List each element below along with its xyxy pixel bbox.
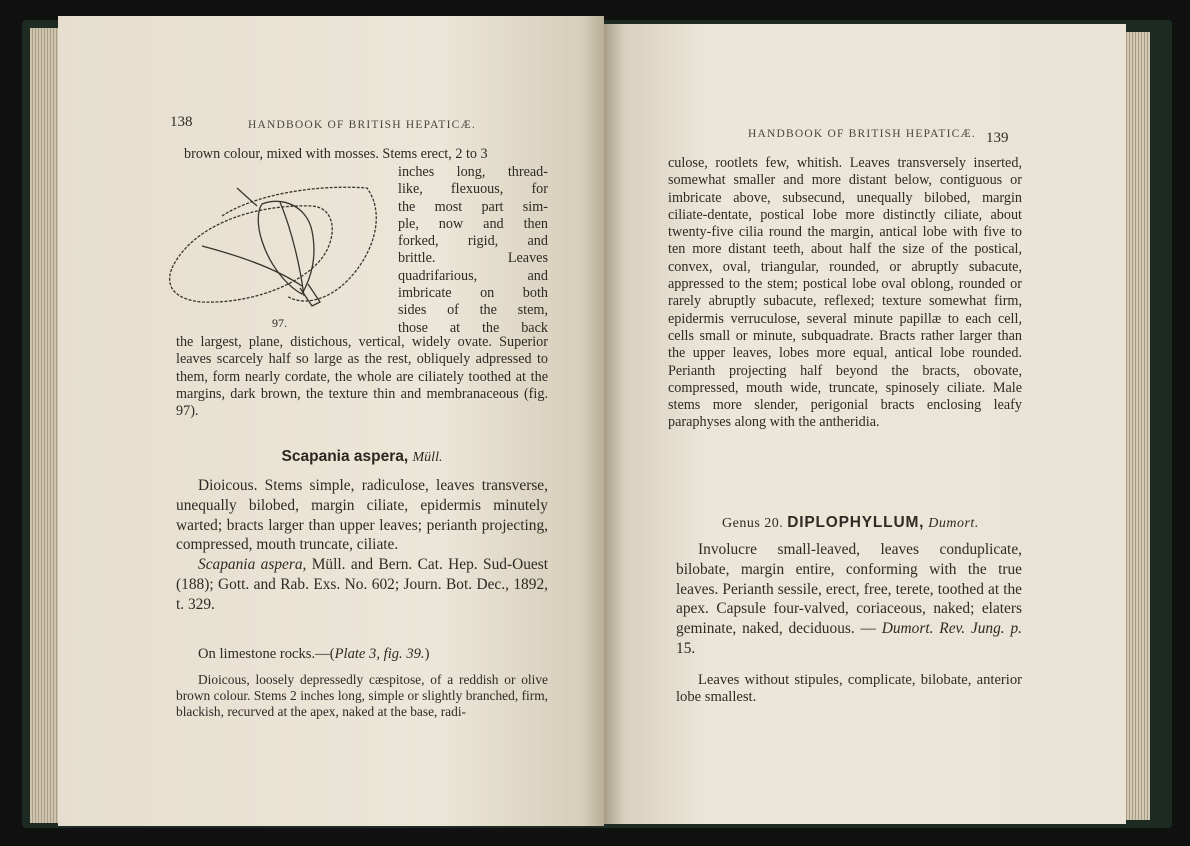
citation-text: Müll. and Bern. Cat. Hep. Sud-Ouest (188); Gott. and Rab. Exs. No. 602; Journ. Bot. Dec., 1892, t. 329.	[176, 556, 549, 613]
wrap-line: forked, rigid, and	[398, 233, 548, 250]
running-head: HANDBOOK OF BRITISH HEPATICÆ.	[748, 128, 976, 140]
habitat-line	[176, 646, 548, 663]
citation-name: Scapania aspera,	[198, 556, 307, 574]
genus-note	[676, 672, 1022, 707]
wrap-line: quadrifarious, and	[398, 267, 548, 284]
right-page	[604, 24, 1126, 824]
habitat	[176, 646, 548, 663]
wrap-line: sides of the stem,	[398, 302, 548, 319]
page-number: 138	[170, 114, 193, 130]
continuation-paragraph: culose, rootlets few, whitish. Leaves transversely inserted, somewhat smaller and more distant below, contiguous or imbricate above, subsecund, unequally bilobed, margin ciliate-dentate, postical lobe more distinctly ciliate, about twenty-five cilia round the margin, antical lobe with five to ten more distant teeth, about half the size of the postical, convex, oval, triangular, rounded, or abruptly subacute, appressed to the stem; postical lobe oval oblong, rounded or rarely abruptly subacute, reflexed; texture somewhat firm, epidermis verruculose, several minute papillæ to each cell, cells small or minute, subquadrate. Bracts rather larger than the upper leaves, lobes more equal, antical lobe rounded. Perianth projecting half beyond the bracts, obovate, compressed, mouth wide, truncate, spinosely ciliate. Male stems more slender, perigonial bracts enclosing leafy paraphyses along with the antheridia.	[668, 155, 1022, 431]
wrapped-text	[398, 164, 548, 337]
genus-ref-page: 15.	[676, 639, 696, 657]
species-heading	[176, 448, 548, 466]
wrap-line: inches long, thread-	[398, 164, 548, 180]
citation	[176, 555, 548, 614]
leaf-figure	[162, 176, 394, 324]
figure-label: 97.	[272, 316, 287, 330]
wrap-line: imbricate on both	[398, 285, 548, 302]
genus-note-text: Leaves without stipules, complicate, bilobate, anterior lobe smallest.	[676, 672, 1022, 706]
wrap-line: ple, now and then	[398, 215, 548, 232]
genus-description	[676, 540, 1022, 659]
genus-heading	[722, 514, 979, 532]
species-name: Scapania aspera,	[281, 448, 409, 465]
wrap-line: brittle. Leaves	[398, 250, 548, 267]
wrap-line: those at the back	[398, 319, 548, 336]
wrap-line: the most part sim-	[398, 198, 548, 215]
wrap-line: like, flexuous, for	[398, 181, 548, 198]
genus-ref: Dumort. Rev. Jung. p.	[881, 620, 1022, 638]
detail-paragraph	[176, 672, 548, 720]
habitat-plate: Plate 3, fig. 39.	[334, 646, 425, 662]
genus-description-text: Involucre small-leaved, leaves conduplicate, bilobate, margin entire, conforming with the true leaves. Perianth sessile, erect, free, terete, toothed at the apex. Capsule four-valved, coriaceous, naked; elaters geminate, naked, deciduous. —	[676, 541, 1022, 638]
continuation-paragraph: the largest, plane, distichous, vertical, widely ovate. Superior leaves scarcely half so large as the rest, obliquely adpressed to them, form nearly cordate, the whole are ciliately toothed at the margins, dark brown, the texture thin and membranaceous (fig. 97).	[176, 334, 548, 420]
genus-author: Dumort.	[928, 516, 979, 531]
intro-line: brown colour, mixed with mosses. Stems erect, 2 to 3	[184, 146, 488, 162]
description-text: Dioicous. Stems simple, radiculose, leaves transverse, unequally bilobed, margin ciliate, epidermis minutely warted; bracts larger than upper leaves; perianth projecting, compressed, mouth truncate, ciliate.	[176, 477, 548, 554]
habitat-close: )	[424, 646, 430, 662]
detail-text: Dioicous, loosely depressedly cæspitose, of a reddish or olive brown colour. Stems 2 inches long, simple or slightly branched, firm, blackish, recurved at the apex, naked at the base, radi-	[176, 672, 548, 719]
species-author: Müll.	[412, 450, 443, 465]
running-head: HANDBOOK OF BRITISH HEPATICÆ.	[248, 119, 476, 131]
habitat-text: On limestone rocks.—(	[198, 646, 335, 662]
genus-prefix: Genus 20.	[722, 516, 784, 531]
species-description	[176, 476, 548, 615]
genus-name: DIPLOPHYLLUM,	[787, 514, 925, 531]
left-page	[58, 16, 604, 826]
genus-description-line	[676, 540, 1022, 659]
page-number: 139	[986, 130, 1009, 146]
